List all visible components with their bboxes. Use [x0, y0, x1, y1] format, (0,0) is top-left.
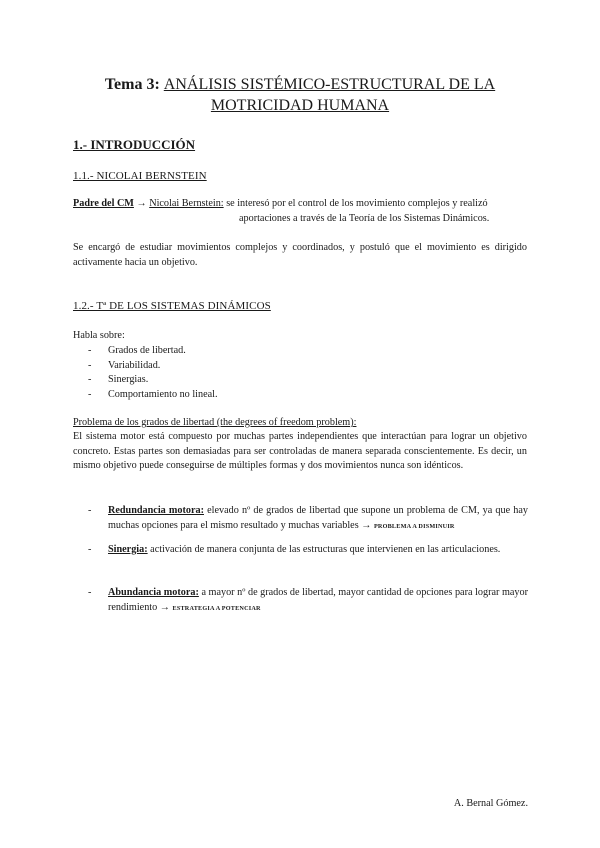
paragraph-padre-cm-line2: aportaciones a través de la Teoría de los Sistemas Dinámicos.: [239, 212, 490, 224]
bullet-tag: ESTRATEGIA A POTENCIAR: [172, 604, 261, 612]
habla-sobre-label: Habla sobre:: [73, 330, 125, 341]
list-item: - Sinergias.: [88, 373, 218, 388]
problem-paragraph: El sistema motor está compuesto por muchas partes independientes que interactúan para lograr un objetivo concreto. Estas partes son demasiadas para ser controladas de manera separada conscientemente. Es decir, un mismo objetivo puede conseguirse de múltiples formas y dos movimientos nunca son idénticos.: [73, 431, 527, 472]
subsection-heading-bernstein: 1.1.- NICOLAI BERNSTEIN: [73, 170, 207, 182]
title-line1: ANÁLISIS SISTÉMICO-ESTRUCTURAL DE LA: [163, 76, 496, 93]
bullet-sinergia: - Sinergia: activación de manera conjunta de las estructuras que intervienen en las articulaciones.: [88, 544, 501, 555]
bullet-text: elevado nº de grados de libertad que supone un problema de CM, ya que hay muchas opciones para el mismo resultado y muchas variables: [108, 505, 529, 531]
page-title: [60, 74, 540, 116]
paragraph-padre-cm-text: se interesó por el control de los movimiento complejos y realizó: [226, 198, 488, 209]
list-item: - Grados de libertad.: [88, 344, 218, 359]
list-item: - Comportamiento no lineal.: [88, 388, 218, 403]
paragraph-encargo: Se encargó de estudiar movimientos complejos y coordinados, y postuló que el movimiento es dirigido activamente hacia un objetivo.: [73, 242, 527, 268]
list-item: - Variabilidad.: [88, 359, 218, 374]
name-bernstein: Nicolai Bernstein:: [149, 198, 224, 209]
bullet-label: Sinergia:: [108, 544, 148, 555]
problem-heading: Problema de los grados de libertad (the degrees of freedom problem):: [73, 417, 357, 428]
arrow-icon: →: [159, 601, 170, 613]
paragraph-padre-cm: [73, 197, 527, 226]
bullet-text: activación de manera conjunta de las estructuras que intervienen en las articulaciones.: [150, 544, 501, 555]
title-prefix: Tema 3:: [104, 76, 160, 93]
label-padre-cm: Padre del CM: [73, 198, 134, 209]
subsection-heading-sistemas-dinamicos: 1.2.- Tª DE LOS SISTEMAS DINÁMICOS: [73, 300, 271, 312]
bullet-tag: PROBLEMA A DISMINUIR: [373, 522, 455, 530]
bullet-text: a mayor nº de grados de libertad, mayor cantidad de opciones para lograr mayor rendimiento: [108, 587, 528, 613]
bullet-abundancia: - Abundancia motora: a mayor nº de grados de libertad, mayor cantidad de opciones para lograr mayor rendimiento → ESTRATEGIA A POTENCIAR: [88, 587, 528, 613]
arrow-icon: →: [136, 198, 147, 209]
arrow-icon: →: [361, 519, 372, 531]
topics-list: [88, 344, 218, 402]
bullet-label: Abundancia motora:: [108, 587, 199, 598]
bullet-redundancia: - Redundancia motora: elevado nº de grados de libertad que supone un problema de CM, ya que hay muchas opciones para el mismo resultado y muchas variables → PROBLEMA A DISMINUIR: [88, 505, 529, 531]
section-heading-introduccion: 1.- INTRODUCCIÓN: [73, 137, 196, 152]
bullet-label: Redundancia motora:: [108, 505, 204, 516]
footer-author: A. Bernal Gómez.: [453, 798, 528, 809]
title-line2: MOTRICIDAD HUMANA: [210, 97, 390, 114]
